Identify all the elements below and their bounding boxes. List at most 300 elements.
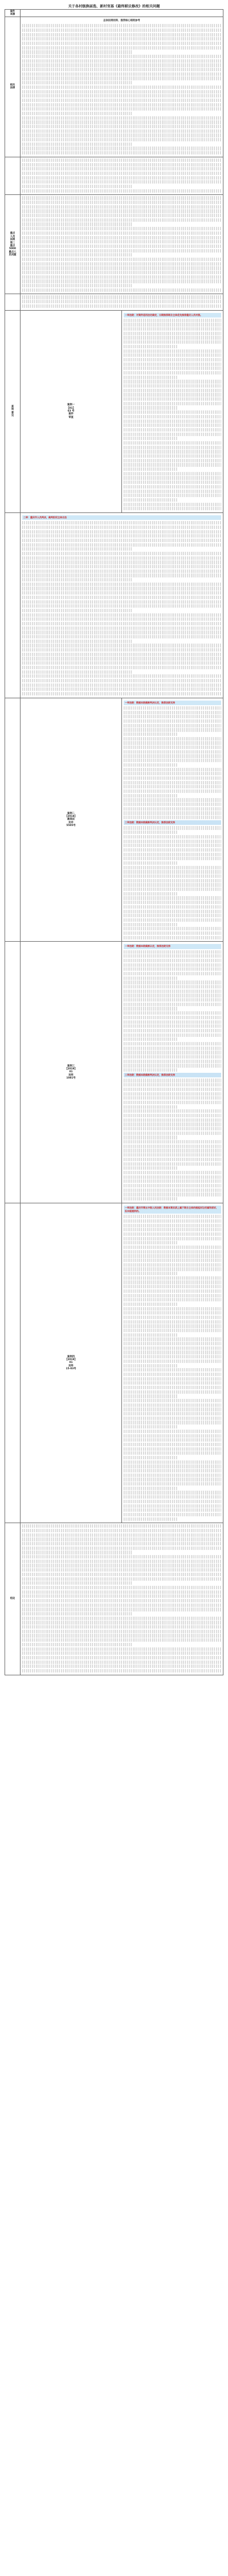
text-line <box>22 151 221 154</box>
text-line <box>124 494 221 497</box>
text-line <box>22 617 221 621</box>
text-line <box>22 1547 221 1550</box>
text-line <box>124 746 221 749</box>
text-line <box>124 835 221 839</box>
text-line <box>22 1617 221 1620</box>
text-line <box>124 1162 221 1166</box>
text-line <box>124 1127 221 1130</box>
text-line <box>22 1647 221 1651</box>
text-line <box>124 503 221 506</box>
text-line <box>22 587 221 590</box>
text-line <box>124 1377 221 1381</box>
text-line <box>124 1179 221 1183</box>
text-line <box>124 798 221 801</box>
text-line <box>124 410 221 414</box>
text-line <box>124 844 221 847</box>
text-line <box>22 569 221 573</box>
text-line <box>124 454 221 458</box>
text-line <box>22 565 221 568</box>
text-line <box>22 1604 221 1607</box>
text-line <box>124 1298 221 1301</box>
text-line <box>124 1276 221 1280</box>
text-line <box>124 853 221 856</box>
text-line <box>124 910 221 913</box>
text-line <box>22 59 221 63</box>
text-line <box>22 653 221 656</box>
text-line <box>124 1175 221 1179</box>
text-line <box>124 1118 221 1122</box>
text-line <box>124 967 221 971</box>
text-line <box>124 1047 221 1050</box>
text-line <box>22 622 221 625</box>
text-line <box>124 1430 221 1433</box>
text-line <box>124 1394 177 1398</box>
text-line <box>22 129 221 133</box>
text-line <box>22 526 221 529</box>
text-line <box>22 1568 221 1572</box>
text-line <box>124 1193 221 1196</box>
text-line <box>124 441 221 445</box>
text-line <box>124 963 221 967</box>
text-line <box>124 467 177 471</box>
text-line <box>124 1360 221 1363</box>
text-line <box>22 245 221 248</box>
text-line <box>124 420 221 423</box>
text-line <box>124 848 221 852</box>
text-line <box>124 1508 221 1512</box>
text-line <box>22 262 221 266</box>
case-label: 案例二 【2018】 最高法 民申 5505号 <box>21 698 122 942</box>
text-line <box>124 976 177 980</box>
text-line <box>22 37 221 40</box>
text-line <box>124 719 221 723</box>
text-line <box>22 1630 221 1633</box>
row-content <box>122 311 223 512</box>
text-line <box>124 811 221 815</box>
text-line <box>124 424 221 427</box>
row-label <box>5 942 21 1203</box>
text-line <box>124 1263 221 1267</box>
table-row <box>5 195 223 294</box>
text-line <box>124 1417 221 1420</box>
text-line <box>124 327 221 331</box>
text-line <box>124 706 221 710</box>
text-line <box>22 1524 221 1528</box>
text-line <box>124 1166 177 1170</box>
text-line <box>22 180 221 184</box>
text-line <box>124 896 221 900</box>
text-line <box>124 1029 221 1032</box>
text-line <box>22 249 221 253</box>
text-line <box>124 1303 177 1306</box>
text-line <box>124 1337 221 1341</box>
text-line <box>124 990 221 993</box>
text-line <box>124 349 221 353</box>
text-line <box>124 754 221 758</box>
text-line <box>124 1254 221 1258</box>
text-line <box>22 1621 221 1624</box>
text-line <box>22 600 221 604</box>
text-line <box>124 393 221 396</box>
text-line <box>22 196 221 200</box>
text-line <box>22 644 221 647</box>
case-label: 案例三 【2019】 01 民终 1081号 <box>21 942 122 1203</box>
text-line <box>124 1224 221 1227</box>
text-line <box>22 539 221 542</box>
text-line <box>22 670 132 674</box>
text-line <box>124 1259 221 1262</box>
text-line <box>124 1464 221 1468</box>
text-line <box>22 1529 221 1532</box>
text-line <box>22 271 221 274</box>
text-line <box>124 1513 221 1516</box>
text-line <box>22 560 221 564</box>
text-line <box>124 1007 177 1010</box>
table-row <box>5 17 223 157</box>
text-line <box>22 661 221 665</box>
table-row <box>5 512 223 698</box>
text-line <box>124 1412 221 1415</box>
text-line <box>124 476 221 479</box>
text-line <box>22 300 221 303</box>
text-line <box>124 406 177 409</box>
text-line <box>124 358 221 361</box>
text-line <box>124 763 177 767</box>
table-row <box>5 157 223 195</box>
row-label: 结论 <box>5 1523 21 1675</box>
text-line <box>124 1421 221 1424</box>
text-line <box>22 99 221 102</box>
text-line <box>124 861 177 865</box>
text-line <box>22 86 221 89</box>
text-line <box>124 914 221 917</box>
text-line <box>124 1403 221 1407</box>
text-line <box>124 376 177 379</box>
text-line <box>124 724 221 727</box>
text-line <box>124 1460 221 1464</box>
text-line <box>124 1149 221 1152</box>
text-line <box>22 107 221 111</box>
text-line <box>22 81 132 84</box>
text-line <box>124 1346 221 1350</box>
text-line <box>124 1232 221 1236</box>
text-line <box>124 1189 221 1192</box>
text-line <box>124 1491 221 1494</box>
text-line <box>22 266 221 270</box>
table-row <box>5 942 223 1203</box>
row-content <box>122 942 223 1202</box>
text-line <box>124 1482 221 1486</box>
row-label: 重点 人员 法规 第二 重点 5000 重点人 员问题 <box>5 195 21 294</box>
court-ruling-highlight: 一审法院：数据本院裁断认定，推荐法院支持 <box>124 944 221 949</box>
row-label <box>5 294 21 310</box>
text-line <box>124 1033 221 1037</box>
text-line <box>22 227 221 230</box>
text-line <box>124 507 221 510</box>
text-line <box>22 1634 221 1637</box>
text-line <box>124 831 177 834</box>
text-line <box>124 402 221 405</box>
text-line <box>124 1171 221 1174</box>
row-content <box>21 10 223 12</box>
text-line <box>124 437 177 440</box>
text-line <box>124 1289 221 1293</box>
text-line <box>124 1136 177 1139</box>
row-content <box>21 157 223 195</box>
text-line <box>124 1105 177 1109</box>
text-line <box>124 728 221 731</box>
text-line <box>124 367 221 370</box>
text-line <box>124 1294 221 1297</box>
text-line <box>124 1373 221 1376</box>
text-line <box>124 1386 221 1389</box>
text-line <box>22 304 221 308</box>
text-line <box>124 433 221 436</box>
text-line <box>124 1016 221 1019</box>
text-line <box>22 543 221 547</box>
text-line <box>22 666 221 669</box>
text-line <box>124 866 221 869</box>
text-line <box>22 1590 221 1594</box>
text-line <box>124 1333 177 1337</box>
text-line <box>124 1390 221 1394</box>
text-line <box>22 1551 132 1554</box>
text-line <box>124 772 221 775</box>
text-line <box>124 1438 221 1442</box>
text-line <box>124 1237 221 1240</box>
text-line <box>124 1474 221 1477</box>
text-line <box>124 1478 221 1481</box>
text-line <box>124 1145 221 1148</box>
row-content <box>21 17 223 157</box>
text-line <box>124 1316 221 1319</box>
text-line <box>22 42 221 45</box>
text-line <box>124 741 221 744</box>
text-line <box>124 428 221 432</box>
text-line <box>124 879 221 882</box>
text-line <box>22 205 221 209</box>
text-line <box>22 167 221 170</box>
text-line <box>124 1219 221 1223</box>
text-line <box>124 901 221 904</box>
text-line <box>124 1381 221 1385</box>
text-line <box>22 578 132 581</box>
text-line <box>124 781 221 784</box>
text-line <box>22 76 221 80</box>
text-line <box>22 55 221 58</box>
text-line <box>22 189 221 193</box>
text-line <box>22 674 221 678</box>
text-line <box>22 1555 221 1558</box>
text-line <box>124 1122 221 1126</box>
table-row <box>5 10 223 17</box>
text-line <box>22 68 221 71</box>
text-line <box>22 1537 221 1541</box>
text-line <box>124 485 221 489</box>
text-line <box>124 737 221 740</box>
text-line <box>22 1542 221 1545</box>
text-line <box>124 498 177 502</box>
section-subtitle: 总体拟规则库、推荐核心细则参考 <box>103 19 140 22</box>
text-line <box>22 133 221 137</box>
text-line <box>124 1024 221 1028</box>
row-label: 案件 来源 <box>5 10 21 17</box>
text-line <box>124 446 221 449</box>
text-line <box>22 1577 221 1581</box>
text-line <box>124 857 221 860</box>
court-ruling-highlight: 二审：重庆市人员判决，裁判拒权主体合法 <box>22 515 221 520</box>
text-line <box>124 959 221 962</box>
text-line <box>22 284 132 287</box>
text-line <box>22 116 221 120</box>
text-line <box>124 389 221 392</box>
text-line <box>22 1625 221 1629</box>
text-line <box>22 635 221 638</box>
text-line <box>124 816 221 819</box>
row-label <box>5 512 21 698</box>
text-line <box>124 1324 221 1328</box>
text-line <box>22 687 221 691</box>
text-line <box>22 143 132 146</box>
text-line <box>124 1272 177 1275</box>
row-content <box>122 698 223 942</box>
text-line <box>124 711 221 714</box>
text-line <box>124 923 177 926</box>
text-line <box>124 1342 221 1345</box>
text-line <box>22 1581 132 1585</box>
text-line <box>124 472 221 475</box>
text-line <box>22 94 221 97</box>
row-content <box>21 195 223 294</box>
text-line <box>22 279 221 283</box>
text-line <box>124 384 221 388</box>
text-line <box>124 1109 221 1113</box>
text-line <box>124 1434 221 1438</box>
text-line <box>22 1608 221 1611</box>
text-line <box>22 50 132 54</box>
document-title: 关于各村级换届选、新村官基《最终联议修改》的相关问题 <box>68 5 160 9</box>
text-line <box>124 319 221 322</box>
text-line <box>22 1612 132 1615</box>
text-line <box>124 1020 221 1024</box>
text-line <box>124 785 221 788</box>
text-line <box>124 994 221 997</box>
text-line <box>22 1533 221 1537</box>
row-label <box>5 698 21 942</box>
text-line <box>22 275 221 279</box>
text-line <box>124 803 221 806</box>
text-line <box>124 1092 221 1096</box>
text-line <box>124 936 221 939</box>
text-line <box>22 534 221 538</box>
text-line <box>22 63 221 67</box>
text-line <box>124 1197 177 1200</box>
text-line <box>22 172 221 175</box>
court-ruling-highlight: 一审法院：重庆市第五中级人民法院：数据本案实质上属于联合主体的提起诉讼权属和原诉，但未能提供的。 <box>124 1206 221 1214</box>
text-line <box>22 209 221 213</box>
text-line <box>124 1051 221 1054</box>
text-line <box>22 163 221 166</box>
row-content <box>21 1523 223 1674</box>
text-line <box>22 158 221 162</box>
text-line <box>22 604 221 608</box>
row-content <box>21 294 223 310</box>
text-line <box>124 1060 221 1063</box>
text-line <box>22 657 221 660</box>
text-line <box>22 201 221 204</box>
text-line <box>124 1003 221 1006</box>
text-line <box>124 1451 221 1455</box>
row-label <box>5 157 21 195</box>
text-line <box>124 998 221 1002</box>
text-line <box>22 648 221 652</box>
text-line <box>124 954 221 958</box>
text-line <box>22 626 221 630</box>
text-line <box>124 1042 221 1045</box>
text-line <box>124 870 221 873</box>
text-line <box>22 1643 132 1646</box>
text-line <box>124 353 221 357</box>
row-label: 相关 法律 <box>5 17 21 157</box>
text-line <box>124 972 221 975</box>
text-line <box>124 1079 221 1082</box>
text-line <box>22 231 221 235</box>
text-line <box>22 72 221 76</box>
text-line <box>124 950 221 954</box>
text-line <box>22 591 221 595</box>
text-line <box>22 1594 221 1598</box>
row-content <box>122 1203 223 1523</box>
text-line <box>124 1068 177 1072</box>
text-line <box>22 613 221 617</box>
text-line <box>22 679 221 682</box>
text-line <box>22 46 221 50</box>
document-table <box>5 9 223 1675</box>
text-line <box>124 450 221 453</box>
text-line <box>124 1517 177 1521</box>
text-line <box>22 24 221 27</box>
text-line <box>22 583 221 586</box>
row-content <box>21 513 223 698</box>
text-line <box>124 732 177 736</box>
text-line <box>124 1267 221 1271</box>
text-line <box>124 1447 221 1451</box>
text-line <box>124 1088 221 1091</box>
text-line <box>22 90 221 93</box>
text-line <box>22 640 132 643</box>
text-line <box>22 683 221 687</box>
row-label: 查 询 意 见 <box>5 310 21 512</box>
text-line <box>124 759 221 762</box>
text-line <box>124 888 221 891</box>
text-line <box>124 768 221 771</box>
text-line <box>124 1241 177 1244</box>
text-line <box>124 1064 221 1067</box>
text-line <box>124 1114 221 1117</box>
text-line <box>124 1407 221 1411</box>
text-line <box>124 794 177 797</box>
row-label <box>5 1203 21 1523</box>
text-line <box>22 630 221 634</box>
text-line <box>124 1037 177 1041</box>
text-line <box>124 918 221 922</box>
text-line <box>124 345 177 348</box>
text-line <box>22 1560 221 1563</box>
text-line <box>22 1651 221 1655</box>
court-ruling-highlight: 一审法院：数据本院裁断判决认定，推荐法院支持 <box>124 701 221 705</box>
text-line <box>22 1599 221 1602</box>
text-line <box>124 481 221 484</box>
